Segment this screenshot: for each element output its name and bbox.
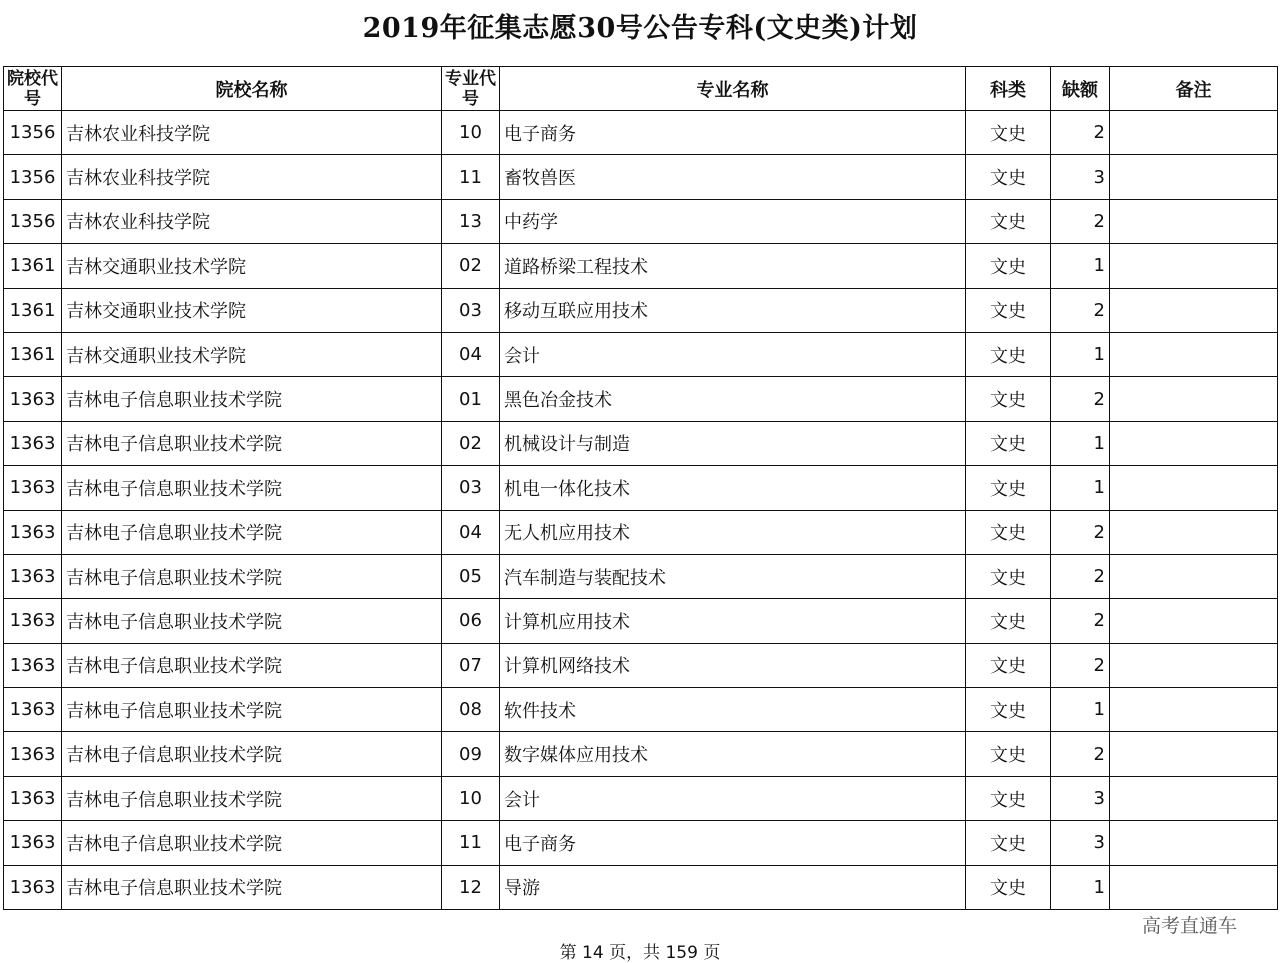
cell-category: 文史 (966, 111, 1051, 155)
cell-vacancy: 3 (1051, 776, 1110, 820)
cell-category: 文史 (966, 821, 1051, 865)
cell-major-name: 中药学 (500, 199, 966, 243)
cell-major-name: 畜牧兽医 (500, 155, 966, 199)
cell-remarks (1110, 199, 1278, 243)
cell-school-code: 1356 (4, 199, 62, 243)
cell-school-code: 1363 (4, 421, 62, 465)
cell-major-name: 导游 (500, 865, 966, 909)
cell-school-code: 1363 (4, 643, 62, 687)
cell-major-code: 04 (442, 510, 500, 554)
cell-remarks (1110, 688, 1278, 732)
cell-major-code: 06 (442, 599, 500, 643)
cell-major-code: 02 (442, 421, 500, 465)
cell-school-name: 吉林电子信息职业技术学院 (62, 732, 442, 776)
table-row (4, 377, 1278, 421)
cell-major-code: 10 (442, 111, 500, 155)
cell-major-name: 计算机网络技术 (500, 643, 966, 687)
cell-major-name: 会计 (500, 776, 966, 820)
watermark: 高考直通车 (1142, 915, 1238, 937)
cell-school-code: 1363 (4, 510, 62, 554)
cell-vacancy: 2 (1051, 199, 1110, 243)
cell-major-code: 01 (442, 377, 500, 421)
cell-major-code: 03 (442, 466, 500, 510)
cell-major-code: 07 (442, 643, 500, 687)
table-row (4, 288, 1278, 332)
cell-school-name: 吉林农业科技学院 (62, 111, 442, 155)
cell-vacancy: 1 (1051, 421, 1110, 465)
cell-category: 文史 (966, 421, 1051, 465)
cell-remarks (1110, 466, 1278, 510)
cell-vacancy: 2 (1051, 554, 1110, 598)
table-row (4, 155, 1278, 199)
cell-school-code: 1356 (4, 111, 62, 155)
cell-major-name: 道路桥梁工程技术 (500, 244, 966, 288)
cell-category: 文史 (966, 377, 1051, 421)
cell-category: 文史 (966, 732, 1051, 776)
header-major-code: 专业代号 (442, 67, 500, 111)
cell-major-name: 电子商务 (500, 111, 966, 155)
cell-major-code: 13 (442, 199, 500, 243)
plan-table (3, 66, 1278, 910)
cell-remarks (1110, 155, 1278, 199)
header-vacancy: 缺额 (1051, 67, 1110, 111)
cell-category: 文史 (966, 776, 1051, 820)
cell-category: 文史 (966, 288, 1051, 332)
cell-remarks (1110, 821, 1278, 865)
cell-vacancy: 1 (1051, 688, 1110, 732)
cell-major-name: 计算机应用技术 (500, 599, 966, 643)
cell-school-name: 吉林电子信息职业技术学院 (62, 421, 442, 465)
table-row (4, 776, 1278, 820)
cell-remarks (1110, 288, 1278, 332)
cell-vacancy: 2 (1051, 111, 1110, 155)
cell-school-code: 1361 (4, 288, 62, 332)
cell-remarks (1110, 643, 1278, 687)
cell-vacancy: 1 (1051, 466, 1110, 510)
cell-vacancy: 2 (1051, 510, 1110, 554)
cell-category: 文史 (966, 332, 1051, 376)
cell-major-name: 机电一体化技术 (500, 466, 966, 510)
cell-vacancy: 2 (1051, 377, 1110, 421)
cell-school-name: 吉林交通职业技术学院 (62, 332, 442, 376)
cell-remarks (1110, 510, 1278, 554)
cell-category: 文史 (966, 688, 1051, 732)
cell-major-code: 12 (442, 865, 500, 909)
cell-vacancy: 2 (1051, 288, 1110, 332)
cell-school-code: 1363 (4, 732, 62, 776)
cell-category: 文史 (966, 554, 1051, 598)
cell-vacancy: 3 (1051, 821, 1110, 865)
cell-school-name: 吉林农业科技学院 (62, 199, 442, 243)
cell-school-name: 吉林电子信息职业技术学院 (62, 821, 442, 865)
cell-school-code: 1361 (4, 244, 62, 288)
cell-vacancy: 2 (1051, 643, 1110, 687)
header-row (4, 67, 1278, 111)
cell-school-name: 吉林交通职业技术学院 (62, 288, 442, 332)
cell-school-name: 吉林电子信息职业技术学院 (62, 510, 442, 554)
cell-school-name: 吉林交通职业技术学院 (62, 244, 442, 288)
cell-school-code: 1363 (4, 865, 62, 909)
header-major-name: 专业名称 (500, 67, 966, 111)
cell-remarks (1110, 599, 1278, 643)
header-school-code: 院校代号 (4, 67, 62, 111)
cell-category: 文史 (966, 510, 1051, 554)
cell-remarks (1110, 421, 1278, 465)
cell-major-code: 11 (442, 155, 500, 199)
table-row (4, 244, 1278, 288)
cell-major-code: 03 (442, 288, 500, 332)
table-row (4, 510, 1278, 554)
table-row (4, 599, 1278, 643)
cell-school-code: 1356 (4, 155, 62, 199)
table-row (4, 199, 1278, 243)
cell-vacancy: 1 (1051, 332, 1110, 376)
cell-major-name: 移动互联应用技术 (500, 288, 966, 332)
table-row (4, 732, 1278, 776)
cell-major-name: 无人机应用技术 (500, 510, 966, 554)
cell-vacancy: 1 (1051, 865, 1110, 909)
table-body (4, 111, 1278, 910)
cell-school-name: 吉林电子信息职业技术学院 (62, 688, 442, 732)
cell-remarks (1110, 111, 1278, 155)
header-category: 科类 (966, 67, 1051, 111)
cell-category: 文史 (966, 244, 1051, 288)
cell-major-code: 04 (442, 332, 500, 376)
table-row (4, 332, 1278, 376)
cell-school-code: 1361 (4, 332, 62, 376)
cell-major-code: 02 (442, 244, 500, 288)
cell-major-code: 09 (442, 732, 500, 776)
cell-major-name: 机械设计与制造 (500, 421, 966, 465)
cell-major-code: 05 (442, 554, 500, 598)
table-row (4, 466, 1278, 510)
cell-remarks (1110, 332, 1278, 376)
cell-school-code: 1363 (4, 688, 62, 732)
cell-school-code: 1363 (4, 776, 62, 820)
cell-school-name: 吉林农业科技学院 (62, 155, 442, 199)
cell-remarks (1110, 377, 1278, 421)
cell-vacancy: 2 (1051, 599, 1110, 643)
cell-category: 文史 (966, 155, 1051, 199)
cell-category: 文史 (966, 199, 1051, 243)
table-row (4, 421, 1278, 465)
cell-school-name: 吉林电子信息职业技术学院 (62, 466, 442, 510)
cell-school-name: 吉林电子信息职业技术学院 (62, 599, 442, 643)
cell-major-name: 汽车制造与装配技术 (500, 554, 966, 598)
cell-major-name: 数字媒体应用技术 (500, 732, 966, 776)
cell-school-name: 吉林电子信息职业技术学院 (62, 377, 442, 421)
table-row (4, 554, 1278, 598)
cell-school-name: 吉林电子信息职业技术学院 (62, 776, 442, 820)
table-row (4, 821, 1278, 865)
cell-school-code: 1363 (4, 466, 62, 510)
cell-vacancy: 2 (1051, 732, 1110, 776)
cell-major-name: 软件技术 (500, 688, 966, 732)
table-row (4, 865, 1278, 909)
cell-school-code: 1363 (4, 554, 62, 598)
cell-school-name: 吉林电子信息职业技术学院 (62, 554, 442, 598)
table-row (4, 688, 1278, 732)
cell-vacancy: 1 (1051, 244, 1110, 288)
page-title: 2019年征集志愿30号公告专科(文史类)计划 (362, 13, 918, 44)
table-row (4, 643, 1278, 687)
page-footer: 第 14 页，共 159 页 (559, 943, 721, 963)
cell-major-name: 黑色冶金技术 (500, 377, 966, 421)
cell-major-name: 电子商务 (500, 821, 966, 865)
cell-major-code: 08 (442, 688, 500, 732)
cell-vacancy: 3 (1051, 155, 1110, 199)
cell-remarks (1110, 865, 1278, 909)
cell-school-name: 吉林电子信息职业技术学院 (62, 865, 442, 909)
cell-major-code: 11 (442, 821, 500, 865)
cell-school-name: 吉林电子信息职业技术学院 (62, 643, 442, 687)
cell-remarks (1110, 554, 1278, 598)
table-row (4, 111, 1278, 155)
cell-major-name: 会计 (500, 332, 966, 376)
cell-category: 文史 (966, 599, 1051, 643)
cell-category: 文史 (966, 466, 1051, 510)
header-school-name: 院校名称 (62, 67, 442, 111)
cell-remarks (1110, 776, 1278, 820)
cell-remarks (1110, 244, 1278, 288)
cell-remarks (1110, 732, 1278, 776)
cell-school-code: 1363 (4, 821, 62, 865)
cell-category: 文史 (966, 865, 1051, 909)
cell-school-code: 1363 (4, 377, 62, 421)
cell-category: 文史 (966, 643, 1051, 687)
cell-school-code: 1363 (4, 599, 62, 643)
cell-major-code: 10 (442, 776, 500, 820)
header-remarks: 备注 (1110, 67, 1278, 111)
